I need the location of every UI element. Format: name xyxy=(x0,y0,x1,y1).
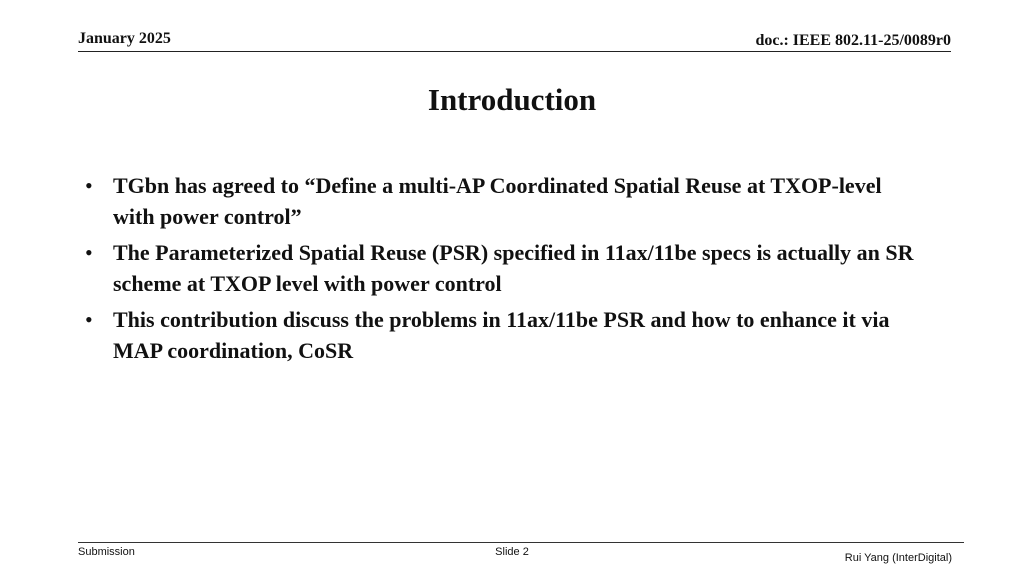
bullet-text: The Parameterized Spatial Reuse (PSR) specified in 11ax/11be specs is actually an SR scheme at TXOP level with power control xyxy=(113,240,914,296)
footer-submission: Submission xyxy=(78,546,135,558)
bullet-icon: • xyxy=(85,240,93,265)
footer-divider xyxy=(78,542,964,543)
slide-title: Introduction xyxy=(427,82,597,117)
bullet-item xyxy=(85,170,915,232)
header-divider xyxy=(78,51,951,52)
footer-slide-number: Slide 2 xyxy=(495,546,529,558)
header-doc-id: doc.: IEEE 802.11-25/0089r0 xyxy=(755,32,951,49)
bullet-icon: • xyxy=(85,307,93,332)
bullet-list xyxy=(85,170,915,371)
bullet-item xyxy=(85,304,915,366)
bullet-icon: • xyxy=(85,173,93,198)
header-date: January 2025 xyxy=(78,30,171,47)
bullet-text: This contribution discuss the problems in 11ax/11be PSR and how to enhance it via MAP coordination, CoSR xyxy=(113,307,890,363)
bullet-text: TGbn has agreed to “Define a multi-AP Coordinated Spatial Reuse at TXOP-level with power control” xyxy=(113,173,882,229)
footer-author: Rui Yang (InterDigital) xyxy=(844,552,952,564)
bullet-item xyxy=(85,237,915,299)
